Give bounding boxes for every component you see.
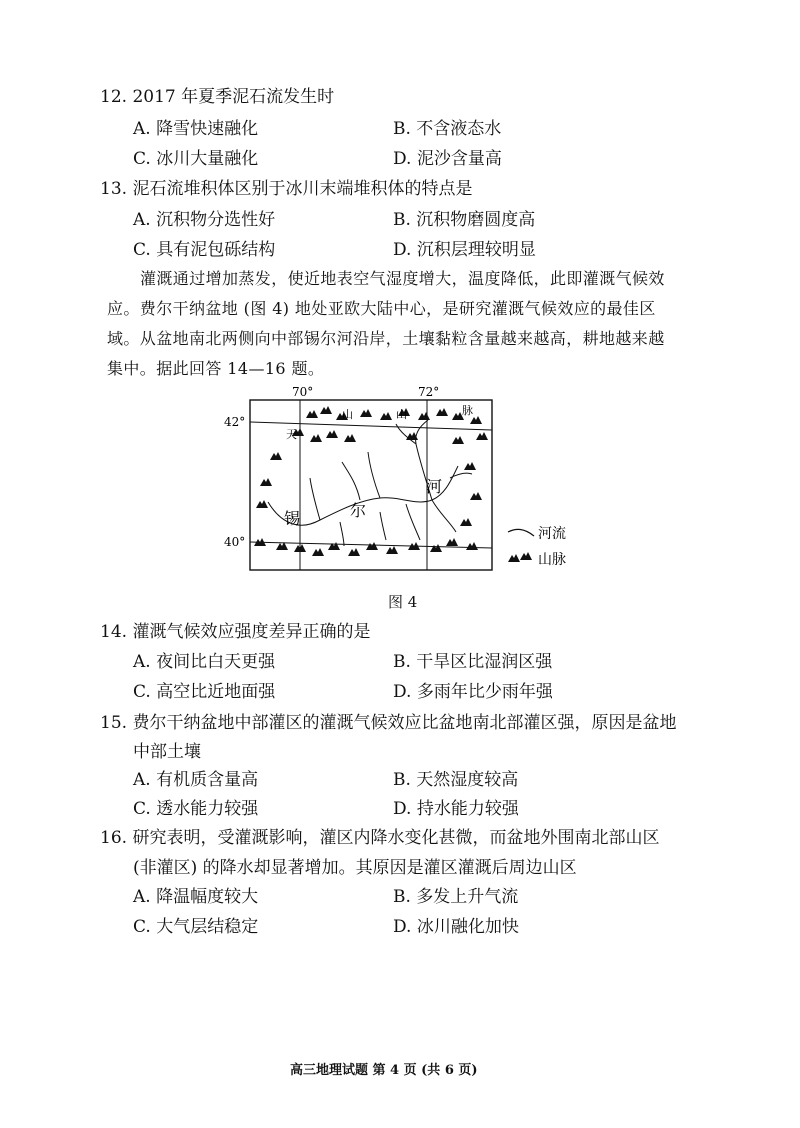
passage-line-3: 域。从盆地南北两侧向中部锡尔河沿岸，土壤黏粒含量越来越高，耕地越来越 [107,329,665,348]
q13-option-a: A. 沉积物分选性好 [133,210,276,230]
q16-option-a: A. 降温幅度较大 [133,887,259,907]
q14-option-c: C. 高空比近地面强 [133,682,276,702]
passage-line-4: 集中。据此回答 14—16 题。 [107,359,325,378]
q14-option-b: B. 干旱区比湿润区强 [393,652,553,672]
q13-option-d: D. 沉积层理较明显 [393,240,536,260]
label-er: 尔 [350,501,367,520]
page-footer: 高三地理试题 第 4 页 (共 6 页) [290,1063,478,1078]
q12-option-b: B. 不含液态水 [393,119,502,139]
figure-caption: 图 4 [388,593,418,611]
q12-option-d: D. 泥沙含量高 [393,149,502,169]
question-13-stem: 13. 泥石流堆积体区别于冰川末端堆积体的特点是 [100,179,473,199]
northern-mountain-range [256,406,488,526]
q13-option-b: B. 沉积物磨圆度高 [393,210,536,230]
q15-option-b: B. 天然湿度较高 [393,770,519,790]
question-15-stem-line-1: 15. 费尔干纳盆地中部灌区的灌溉气候效应比盆地南北部灌区强，原因是盆地 [100,713,677,733]
question-12-stem: 12. 2017 年夏季泥石流发生时 [100,87,335,107]
q16-option-d: D. 冰川融化加快 [393,917,519,937]
question-14-stem: 14. 灌溉气候效应强度差异正确的是 [100,622,371,642]
question-16-stem-line-2: (非灌区) 的降水却显著增加。其原因是灌区灌溉后周边山区 [133,858,577,878]
q15-option-a: A. 有机质含量高 [133,770,259,790]
label-shan-2: 山 [396,408,407,421]
q16-option-b: B. 多发上升气流 [393,887,519,907]
lat-label-42: 42° [224,415,246,429]
label-tian: 天 [286,428,297,441]
q16-option-c: C. 大气层结稳定 [133,917,259,937]
lat-label-40: 40° [224,535,246,549]
lon-label-70: 70° [292,385,314,399]
legend-mountain-label: 山脉 [538,552,566,568]
fergana-basin-map [220,382,600,582]
q15-option-d: D. 持水能力较强 [393,799,519,819]
q12-option-a: A. 降雪快速融化 [133,119,259,139]
q15-option-c: C. 透水能力较强 [133,799,259,819]
label-mai: 脉 [462,404,473,417]
lon-label-72: 72° [418,385,440,399]
legend-river-symbol [508,529,534,536]
legend-mountain-symbol [508,552,532,562]
question-16-stem-line-1: 16. 研究表明，受灌溉影响，灌区内降水变化甚微，而盆地外围南北部山区 [100,828,660,848]
legend-river-label: 河流 [538,526,566,542]
passage-line-2: 应。费尔干纳盆地 (图 4) 地处亚欧大陆中心，是研究灌溉气候效应的最佳区 [107,299,656,318]
label-he: 河 [426,477,443,496]
passage-line-1: 灌溉通过增加蒸发，使近地表空气湿度增大，温度降低，此即灌溉气候效 [140,269,665,288]
label-xi: 锡 [284,509,301,528]
label-shan-1: 山 [342,408,353,421]
q13-option-c: C. 具有泥包砾结构 [133,240,276,260]
q12-option-c: C. 冰川大量融化 [133,149,259,169]
q14-option-a: A. 夜间比白天更强 [133,652,276,672]
q14-option-d: D. 多雨年比少雨年强 [393,682,553,702]
question-15-stem-line-2: 中部土壤 [133,742,201,762]
